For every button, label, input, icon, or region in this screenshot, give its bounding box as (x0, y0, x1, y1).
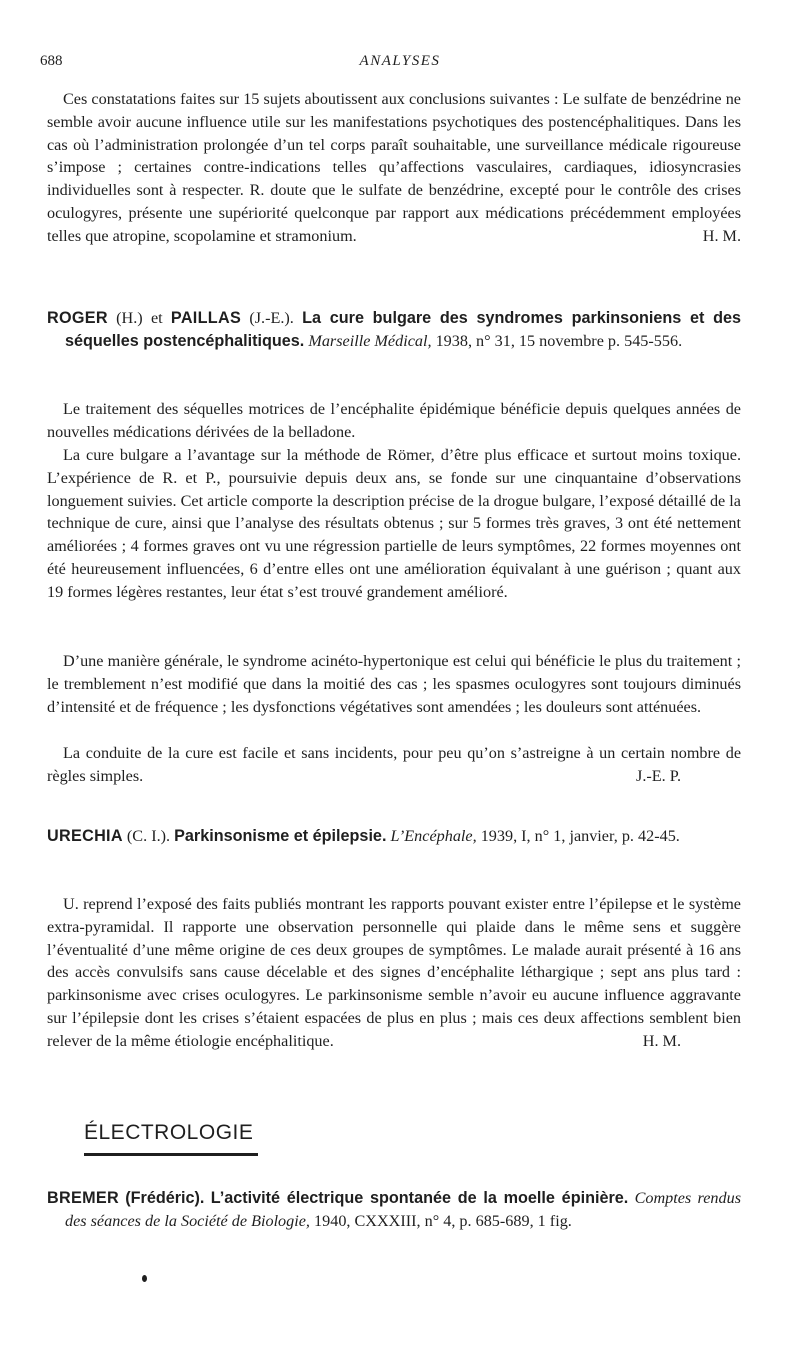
entry-roger-paragraph-3: D’une manière générale, le syndrome acinéto-hypertonique est celui qui bénéficie le plus du traitement ; le tremblement n’est modifié que dans la moitié des cas ; les spasmes oculogyres sont toujours diminués d’intensité et de fréquence ; les dysfonctions végétatives sont amendées ; les douleurs sont atténuées. (47, 652, 741, 716)
author-paillas: PAILLAS (170, 309, 242, 327)
entry-bremer-reference (47, 1187, 741, 1233)
author-urechia-initials: (C. I.). (126, 827, 171, 845)
intro-paragraph (47, 88, 741, 248)
author-connector: et (150, 309, 163, 327)
entry-urechia-paragraph (47, 893, 741, 1053)
entry-urechia-text: U. reprend l’exposé des faits publiés montrant les rapports pouvant exister entre l’épilepse et le système extra-pyramidal. Il rapporte une observation personnelle qui plaide dans le même sens et suggère l’éventualité d’une même origine de ces deux groupes de symptômes. Le malade aurait présenté à 16 ans des accès convulsifs sans cause décelable et des signes d’encéphalite léthargique ; sept ans plus tard : parkinsonisme avec crises oculogyres. Le parkinsonisme semble n’avoir eu aucune influence aggravante sur l’épilepsie dont les crises s’étaient espacées de plus en plus ; mais ces deux affections semblent bien relever de la même étiologie encéphalitique. (47, 895, 741, 1050)
entry-roger-paragraph-4 (47, 742, 741, 788)
running-title: ANALYSES (359, 53, 441, 69)
section-underline (84, 1153, 258, 1156)
entry-urechia-signature: H. M. (642, 1031, 681, 1050)
article-title: L’activité électrique spontanée de la moelle épinière. (210, 1189, 629, 1207)
author-urechia: URECHIA (47, 827, 123, 845)
bibliography-source: Comptes rendus des séances de la Société de Biologie, (65, 1189, 742, 1230)
entry-urechia-reference (47, 825, 741, 848)
citation: 1938, n° 31, 15 novembre p. 545-556. (435, 331, 683, 350)
journal-name: Marseille Médical, (308, 331, 432, 350)
entry-roger-signature: J.-E. P. (636, 766, 681, 785)
journal-name: L’Encéphale, (390, 827, 477, 845)
article-title: La cure bulgare des syndromes parkinsoniens et des séquelles postencéphalitiques. (65, 309, 742, 350)
author-paillas-initials: (J.-E.). (249, 309, 294, 327)
author-roger-initials: (H.) (116, 309, 143, 327)
bullet-mark (142, 1275, 147, 1282)
author-roger: ROGER (47, 309, 108, 327)
author-bremer-initials: (Frédéric). (125, 1189, 205, 1207)
entry-roger-paillas-reference (47, 307, 741, 353)
section-heading: ÉLECTROLOGIE (84, 1121, 254, 1144)
article-title: Parkinsonisme et épilepsie. (174, 827, 387, 845)
entry-roger-paragraph-2: La cure bulgare a l’avantage sur la méthode de Römer, d’être plus efficace et surtout moins toxique. L’expérience de R. et P., poursuivie depuis deux ans, se fonde sur une cinquantaine d’observations longuement suivies. Cet article comporte la description précise de la drogue bulgare, l’exposé détaillé de la technique de cure, ainsi que l’analyse des résultats obtenus ; sur 5 formes très graves, 3 ont été nettement améliorées ; 4 formes graves ont vu une régression partielle de leurs symptômes, 22 formes moyennes ont été heureusement influencées, 6 d’entre elles ont une amélioration équivalant à une guérison ; quant aux 19 formes légères restantes, leur état s’est trouvé grandement amélioré. (47, 446, 741, 601)
entry-roger-paragraph-4-text: La conduite de la cure est facile et sans incidents, pour peu qu’on s’astreigne à un certain nombre de règles simples. (47, 744, 741, 785)
intro-text: Ces constatations faites sur 15 sujets aboutissent aux conclusions suivantes : Le sulfate de benzédrine ne semble avoir aucune influence utile sur les manifestations psychotiques des postencéphalitiques. Dans les cas où l’administration prolongée d’un tel corps paraît souhaitable, une surveillance médicale rigoureuse s’impose ; certaines contre-indications telles qu’affections vasculaires, cardiaques, idiosyncrasies individuelles sont à respecter. R. doute que le sulfate de benzédrine, excepté pour le contrôle des crises oculogyres, présente une supériorité quelconque par rapport aux médications précédemment employées telles que atropine, scopolamine et stramonium. (47, 90, 741, 245)
page-header (40, 50, 760, 74)
intro-signature: H. M. (702, 226, 741, 245)
page-number: 688 (40, 53, 63, 69)
citation: 1939, I, n° 1, janvier, p. 42-45. (480, 827, 680, 845)
citation: 1940, CXXXIII, n° 4, p. 685-689, 1 fig. (314, 1211, 572, 1230)
entry-roger-paragraph-1: Le traitement des séquelles motrices de l’encéphalite épidémique bénéficie depuis quelques années de nouvelles médications dérivées de la belladone. (47, 400, 741, 441)
author-bremer: BREMER (47, 1189, 119, 1207)
